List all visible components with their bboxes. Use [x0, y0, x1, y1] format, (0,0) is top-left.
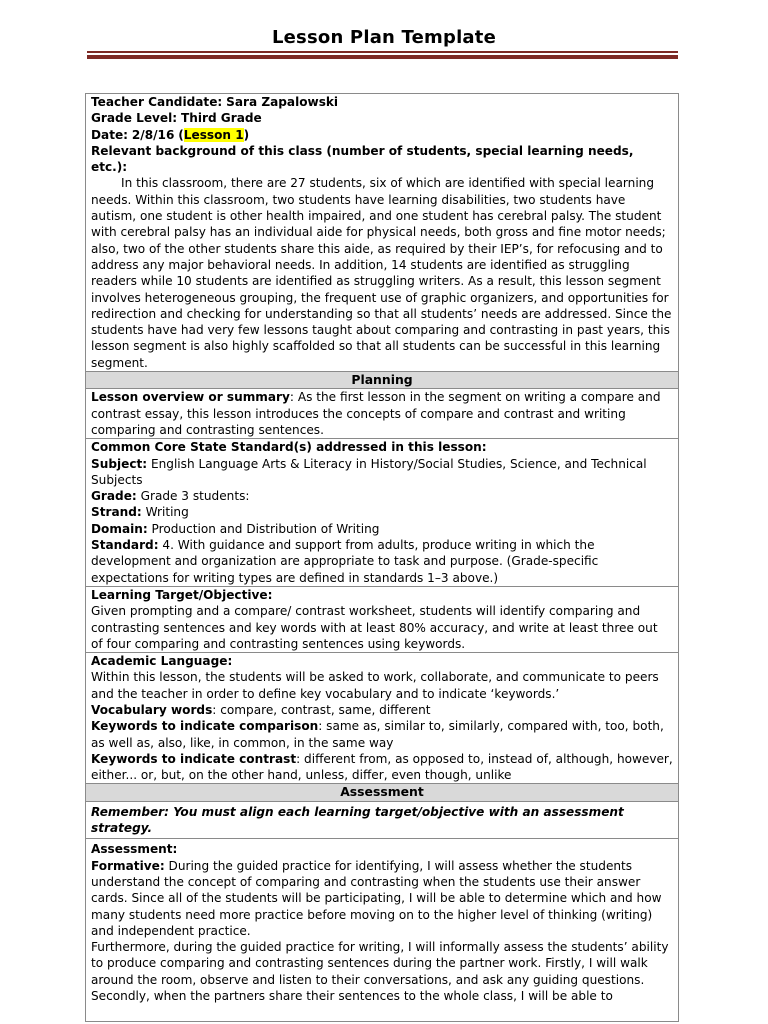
formative-paragraph — [91, 858, 673, 939]
subject-value: English Language Arts & Literacy in History/Social Studies, Science, and Technical Subjects — [91, 456, 647, 487]
planning-header: Planning — [86, 372, 679, 389]
assessment-header-row — [86, 784, 679, 801]
reminder-row — [86, 801, 679, 839]
ccss-label: Common Core State Standard(s) addressed in this lesson: — [91, 440, 487, 455]
title-rule-thick — [87, 55, 678, 59]
ccss-row — [86, 439, 679, 587]
date-label: Date: — [91, 127, 129, 142]
grade-value: Third Grade — [180, 111, 262, 126]
date-line: Date: 2/8/16 (Lesson 1) — [91, 127, 250, 142]
teacher-name: Sara Zapalowski — [226, 95, 339, 109]
strand-value: Writing — [141, 505, 189, 520]
target-label: Learning Target/Objective: — [91, 587, 273, 602]
overview-label: Lesson overview or summary — [91, 390, 290, 405]
lesson-tag: Lesson 1 — [183, 127, 244, 142]
academic-cell — [86, 653, 679, 784]
subject-line — [91, 456, 673, 489]
assessment-label: Assessment: — [91, 842, 178, 857]
title-rule-thin — [87, 51, 678, 53]
teacher-line — [91, 94, 673, 110]
contrast-text: : different from, as opposed to, instead of, although, however, either... or, but, on the other hand, unless, differ, even though, unlike — [91, 751, 673, 783]
vocab-text: : compare, contrast, same, different — [212, 702, 431, 717]
ccss-cell — [86, 439, 679, 587]
vocab-label: Vocabulary words — [91, 702, 213, 717]
assessment-header: Assessment — [86, 784, 679, 801]
academic-text: Within this lesson, the students will be asked to work, collaborate, and communicate to peers and the teacher in order to define key vocabulary and to indicate ‘keywords.’ — [91, 670, 659, 701]
domain-value: Production and Distribution of Writing — [147, 521, 380, 536]
target-row — [86, 586, 679, 652]
assessment-cell — [86, 839, 679, 1022]
grade-label: Grade Level: — [91, 111, 178, 126]
target-text: Given prompting and a compare/ contrast worksheet, students will identify comparing and contrasting sentences and key words with at least 80% accuracy, and write at least three out of four comparing and contrasting sentences using keywords. — [91, 604, 658, 651]
further-paragraph: Furthermore, during the guided practice for writing, I will informally assess the students’ ability to produce comparing and contrasting sentences during the partner work. Firstly, I will walk around the room, observe and listen to their conversations, and ask any guiding questions. Secondly, when the partners share their sentences to the whole class, I will be able to — [91, 940, 669, 1004]
overview-cell — [86, 389, 679, 439]
vocab-line — [91, 702, 673, 718]
comparison-line — [91, 718, 673, 751]
comparison-text: : same as, similar to, similarly, compared with, too, both, as well as, also, like, in common, in the same way — [91, 719, 664, 750]
academic-label: Academic Language: — [91, 654, 233, 669]
standard-line — [91, 537, 673, 586]
planning-header-row — [86, 372, 679, 389]
grade-standard-value: Grade 3 students: — [136, 489, 250, 504]
subject-label: Subject: — [91, 456, 148, 471]
info-row — [86, 94, 679, 372]
background-text: In this classroom, there are 27 students, six of which are identified with special learning needs. Within this classroom, two students have learning disabilities, two students have autism, one student is other health impaired, and one student has cerebral palsy. The student with cerebral palsy has an individual aide for physical needs, both gross and fine motor needs; also, two of the other students share this aide, as required by their IEP’s, for refocusing and to address any major behavioral needs. In addition, 14 students are identified as struggling readers while 10 students are identified as struggling writers. As a result, this lesson segment involves heterogeneous grouping, the frequent use of graphic organizers, and opportunities for redirection and checking for understanding so that all students’ needs are addressed. Since the students have had very few lessons taught about comparing and contrasting in past years, this lesson segment is also highly scaffolded so that all students can be successful in this learning segment. — [91, 176, 672, 370]
strand-label: Strand: — [91, 505, 142, 520]
overview-row — [86, 389, 679, 439]
domain-line — [91, 521, 673, 537]
reminder-cell — [86, 801, 679, 839]
academic-row — [86, 653, 679, 784]
target-cell — [86, 586, 679, 652]
comparison-label: Keywords to indicate comparison — [91, 719, 319, 734]
reminder-text: Remember: You must align each learning target/objective with an assessment strategy. — [91, 804, 624, 836]
grade-line — [91, 110, 673, 126]
contrast-line — [91, 751, 673, 784]
domain-label: Domain: — [91, 521, 148, 536]
formative-text: During the guided practice for identifying, I will assess whether the students understand the concept of comparing and contrasting when the students use their answer cards. Since all of the students will be participating, I will be able to determine which and how many students need more practice before moving on to the higher level of thinking (writing) and independent practice. — [91, 858, 662, 938]
standard-value: 4. With guidance and support from adults, produce writing in which the development and organization are appropriate to task and purpose. (Grade-specific expectations for writing types are defined in standards 1–3 above.) — [91, 538, 599, 585]
standard-label: Standard: — [91, 538, 159, 553]
background-paragraph — [91, 175, 673, 371]
strand-line — [91, 504, 673, 520]
teacher-label: Teacher Candidate: — [91, 95, 223, 109]
formative-label: Formative: — [91, 858, 165, 873]
background-label: Relevant background of this class (number of students, special learning needs, etc.): — [91, 143, 634, 175]
lesson-plan-table — [85, 93, 679, 1022]
info-cell — [86, 94, 679, 372]
overview-text: : As the first lesson in the segment on writing a compare and contrast essay, this lesson introduces the concepts of compare and contrast and writing comparing and contrasting sentences. — [91, 390, 661, 437]
grade-standard-label: Grade: — [91, 489, 137, 504]
page-title: Lesson Plan Template — [271, 27, 496, 48]
contrast-label: Keywords to indicate contrast — [91, 751, 297, 766]
assessment-row — [86, 839, 679, 1022]
grade-standard-line — [91, 488, 673, 504]
date-value: 2/8/16 — [131, 127, 175, 142]
